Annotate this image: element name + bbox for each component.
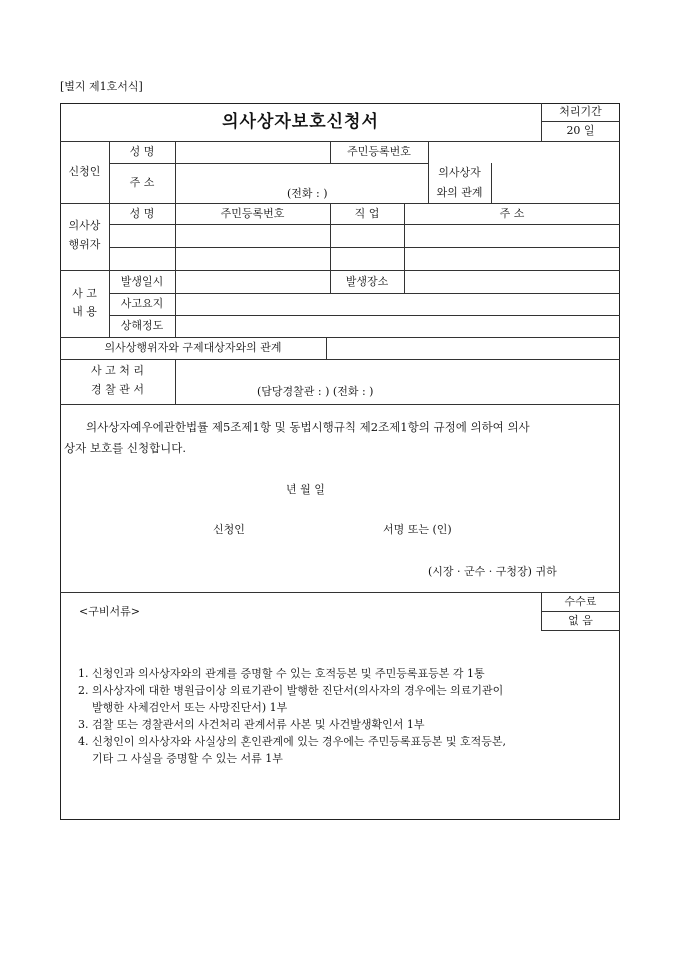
divider (491, 163, 492, 203)
list-item: 3. 검찰 또는 경찰관서의 사건처리 관계서류 사본 및 사건발생확인서 1부 (78, 718, 425, 731)
processing-period-value: 20 일 (566, 124, 595, 137)
divider (541, 630, 620, 631)
applicant-address-label: 주 소 (129, 176, 155, 189)
applicant-section-label: 신청인 (68, 165, 101, 178)
police-officer-note: (담당경찰관 : ) (전화 : ) (257, 385, 374, 398)
applicant-phone-note: (전화 : ) (287, 187, 328, 200)
actor-section-label-2: 행위자 (68, 238, 101, 251)
applicant-name-label: 성 명 (129, 145, 155, 158)
divider (60, 270, 620, 271)
applicant-rrn-label: 주민등록번호 (347, 145, 411, 158)
actor-name-header: 성 명 (129, 207, 155, 220)
police-label: 사 고 처 리 (91, 364, 144, 377)
divider (109, 315, 620, 316)
divider (175, 359, 176, 404)
list-item: 발행한 사체검안서 또는 사망진단서) 1부 (92, 701, 288, 714)
list-item: 기타 그 사실을 증명할 수 있는 서류 1부 (92, 752, 283, 765)
divider (60, 203, 620, 204)
relation-label: 의사상자 (438, 166, 481, 179)
divider (60, 359, 620, 360)
divider (60, 337, 620, 338)
divider (60, 404, 620, 405)
relation-row-label: 의사상행위자와 구제대상자와의 관계 (104, 341, 282, 354)
actor-rrn-header: 주민등록번호 (220, 207, 285, 220)
divider (326, 337, 327, 359)
divider (60, 592, 620, 593)
actor-address-header: 주 소 (499, 207, 525, 220)
statement-line-2: 상자 보호를 신청합니다. (64, 441, 187, 455)
fee-label: 수수료 (564, 595, 597, 608)
fee-value: 없 음 (568, 614, 593, 627)
divider (109, 163, 428, 164)
processing-period-label: 처리기간 (559, 105, 602, 118)
accident-injury-label: 상해정도 (120, 319, 164, 332)
list-item: 2. 의사상자에 대한 병원급이상 의료기관이 발행한 진단서(의사자의 경우에는 의료기관이 (78, 684, 504, 697)
addressee: (시장 · 군수 · 구청장) 귀하 (428, 565, 557, 578)
statement-line-1: 의사상자예우에관한법률 제5조제1항 및 동법시행규칙 제2조제1항의 규정에 의하여 의사 (86, 420, 530, 434)
list-item: 1. 신청인과 의사상자와의 관계를 증명할 수 있는 호적등본 및 주민등록표등본 각 1통 (78, 667, 485, 680)
divider (541, 611, 620, 612)
accident-place-label: 발생장소 (345, 275, 389, 288)
divider (175, 141, 176, 337)
divider (541, 121, 620, 122)
required-documents-header: <구비서류> (79, 605, 140, 618)
actor-section-label: 의사상 (68, 219, 101, 232)
application-date: 년 월 일 (286, 483, 325, 496)
accident-section-label: 사 고 (72, 287, 97, 300)
form-label: [별지 제1호서식] (60, 80, 143, 93)
actor-job-header: 직 업 (354, 207, 380, 220)
divider (60, 141, 620, 142)
signature-field: 서명 또는 (인) (383, 523, 452, 536)
list-item: 4. 신청인이 의사상자와 사실상의 혼인관계에 있는 경우에는 주민등록표등본 및 호적등본, (78, 735, 506, 748)
divider (109, 224, 620, 225)
divider (109, 293, 620, 294)
relation-label-2: 와의 관계 (436, 186, 483, 199)
divider (109, 247, 620, 248)
page-title: 의사상자보호신청서 (222, 112, 379, 132)
accident-datetime-label: 발생일시 (120, 275, 164, 288)
applicant-sign-label: 신청인 (213, 523, 245, 536)
required-documents-list (78, 665, 618, 767)
accident-section-label-2: 내 용 (72, 305, 97, 318)
police-label-2: 경 찰 관 서 (91, 383, 144, 396)
accident-summary-label: 사고요지 (120, 297, 164, 310)
